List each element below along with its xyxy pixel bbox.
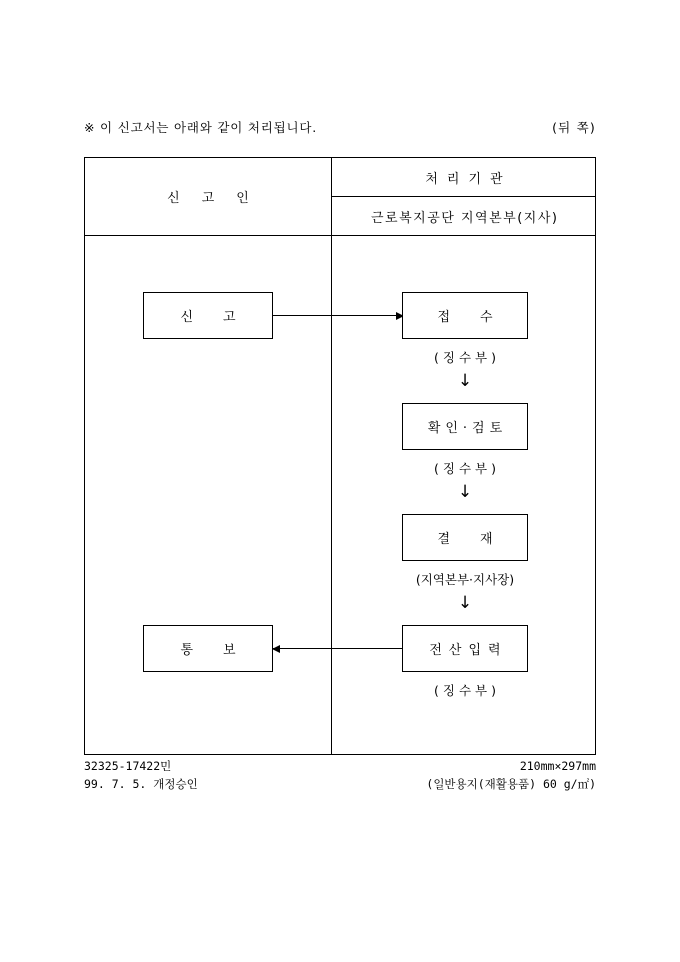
- arrow-input-to-notification: [273, 648, 402, 649]
- data-entry-box: 전산입력: [402, 625, 528, 672]
- declarant-column-header: 신고인: [167, 191, 271, 206]
- receipt-box: 접수: [402, 292, 528, 339]
- review-box: 확인·검토: [402, 403, 528, 450]
- arrow-down-review-to-approval: ↓: [457, 482, 473, 502]
- revision-date: 99. 7. 5. 개정승인: [84, 776, 198, 791]
- arrow-down-approval-to-input: ↓: [457, 593, 473, 613]
- footer-row-1: [84, 758, 596, 776]
- notification-box: 통보: [143, 625, 273, 672]
- review-caption: (징수부): [434, 461, 500, 476]
- footer: [84, 758, 596, 794]
- header-rule-bottom: [85, 235, 595, 236]
- receipt-caption: (징수부): [434, 350, 500, 365]
- footer-row-2: [84, 776, 596, 794]
- arrow-declaration-to-receipt: [273, 315, 403, 316]
- paper-size: 210mm×297mm: [519, 759, 596, 773]
- note-row: [84, 118, 596, 136]
- agency-branch-header: 근로복지공단 지역본부(지사): [371, 210, 559, 226]
- arrow-down-receipt-to-review: ↓: [457, 371, 473, 391]
- agency-column-header: 처리기관: [425, 171, 512, 187]
- approval-box: 결재: [402, 514, 528, 561]
- form-number: 32325-17422민: [84, 759, 172, 773]
- paper-type: (일반용지(재활용품) 60 g/㎡): [426, 776, 596, 791]
- declaration-box: 신고: [143, 292, 273, 339]
- process-note-text: ※ 이 신고서는 아래와 같이 처리됩니다.: [84, 120, 318, 135]
- column-divider: [331, 158, 332, 754]
- data-entry-caption: (징수부): [434, 683, 500, 698]
- page-side-label: (뒤 쪽): [552, 120, 596, 135]
- process-table: [84, 157, 596, 755]
- approval-caption: (지역본부·지사장): [415, 572, 515, 587]
